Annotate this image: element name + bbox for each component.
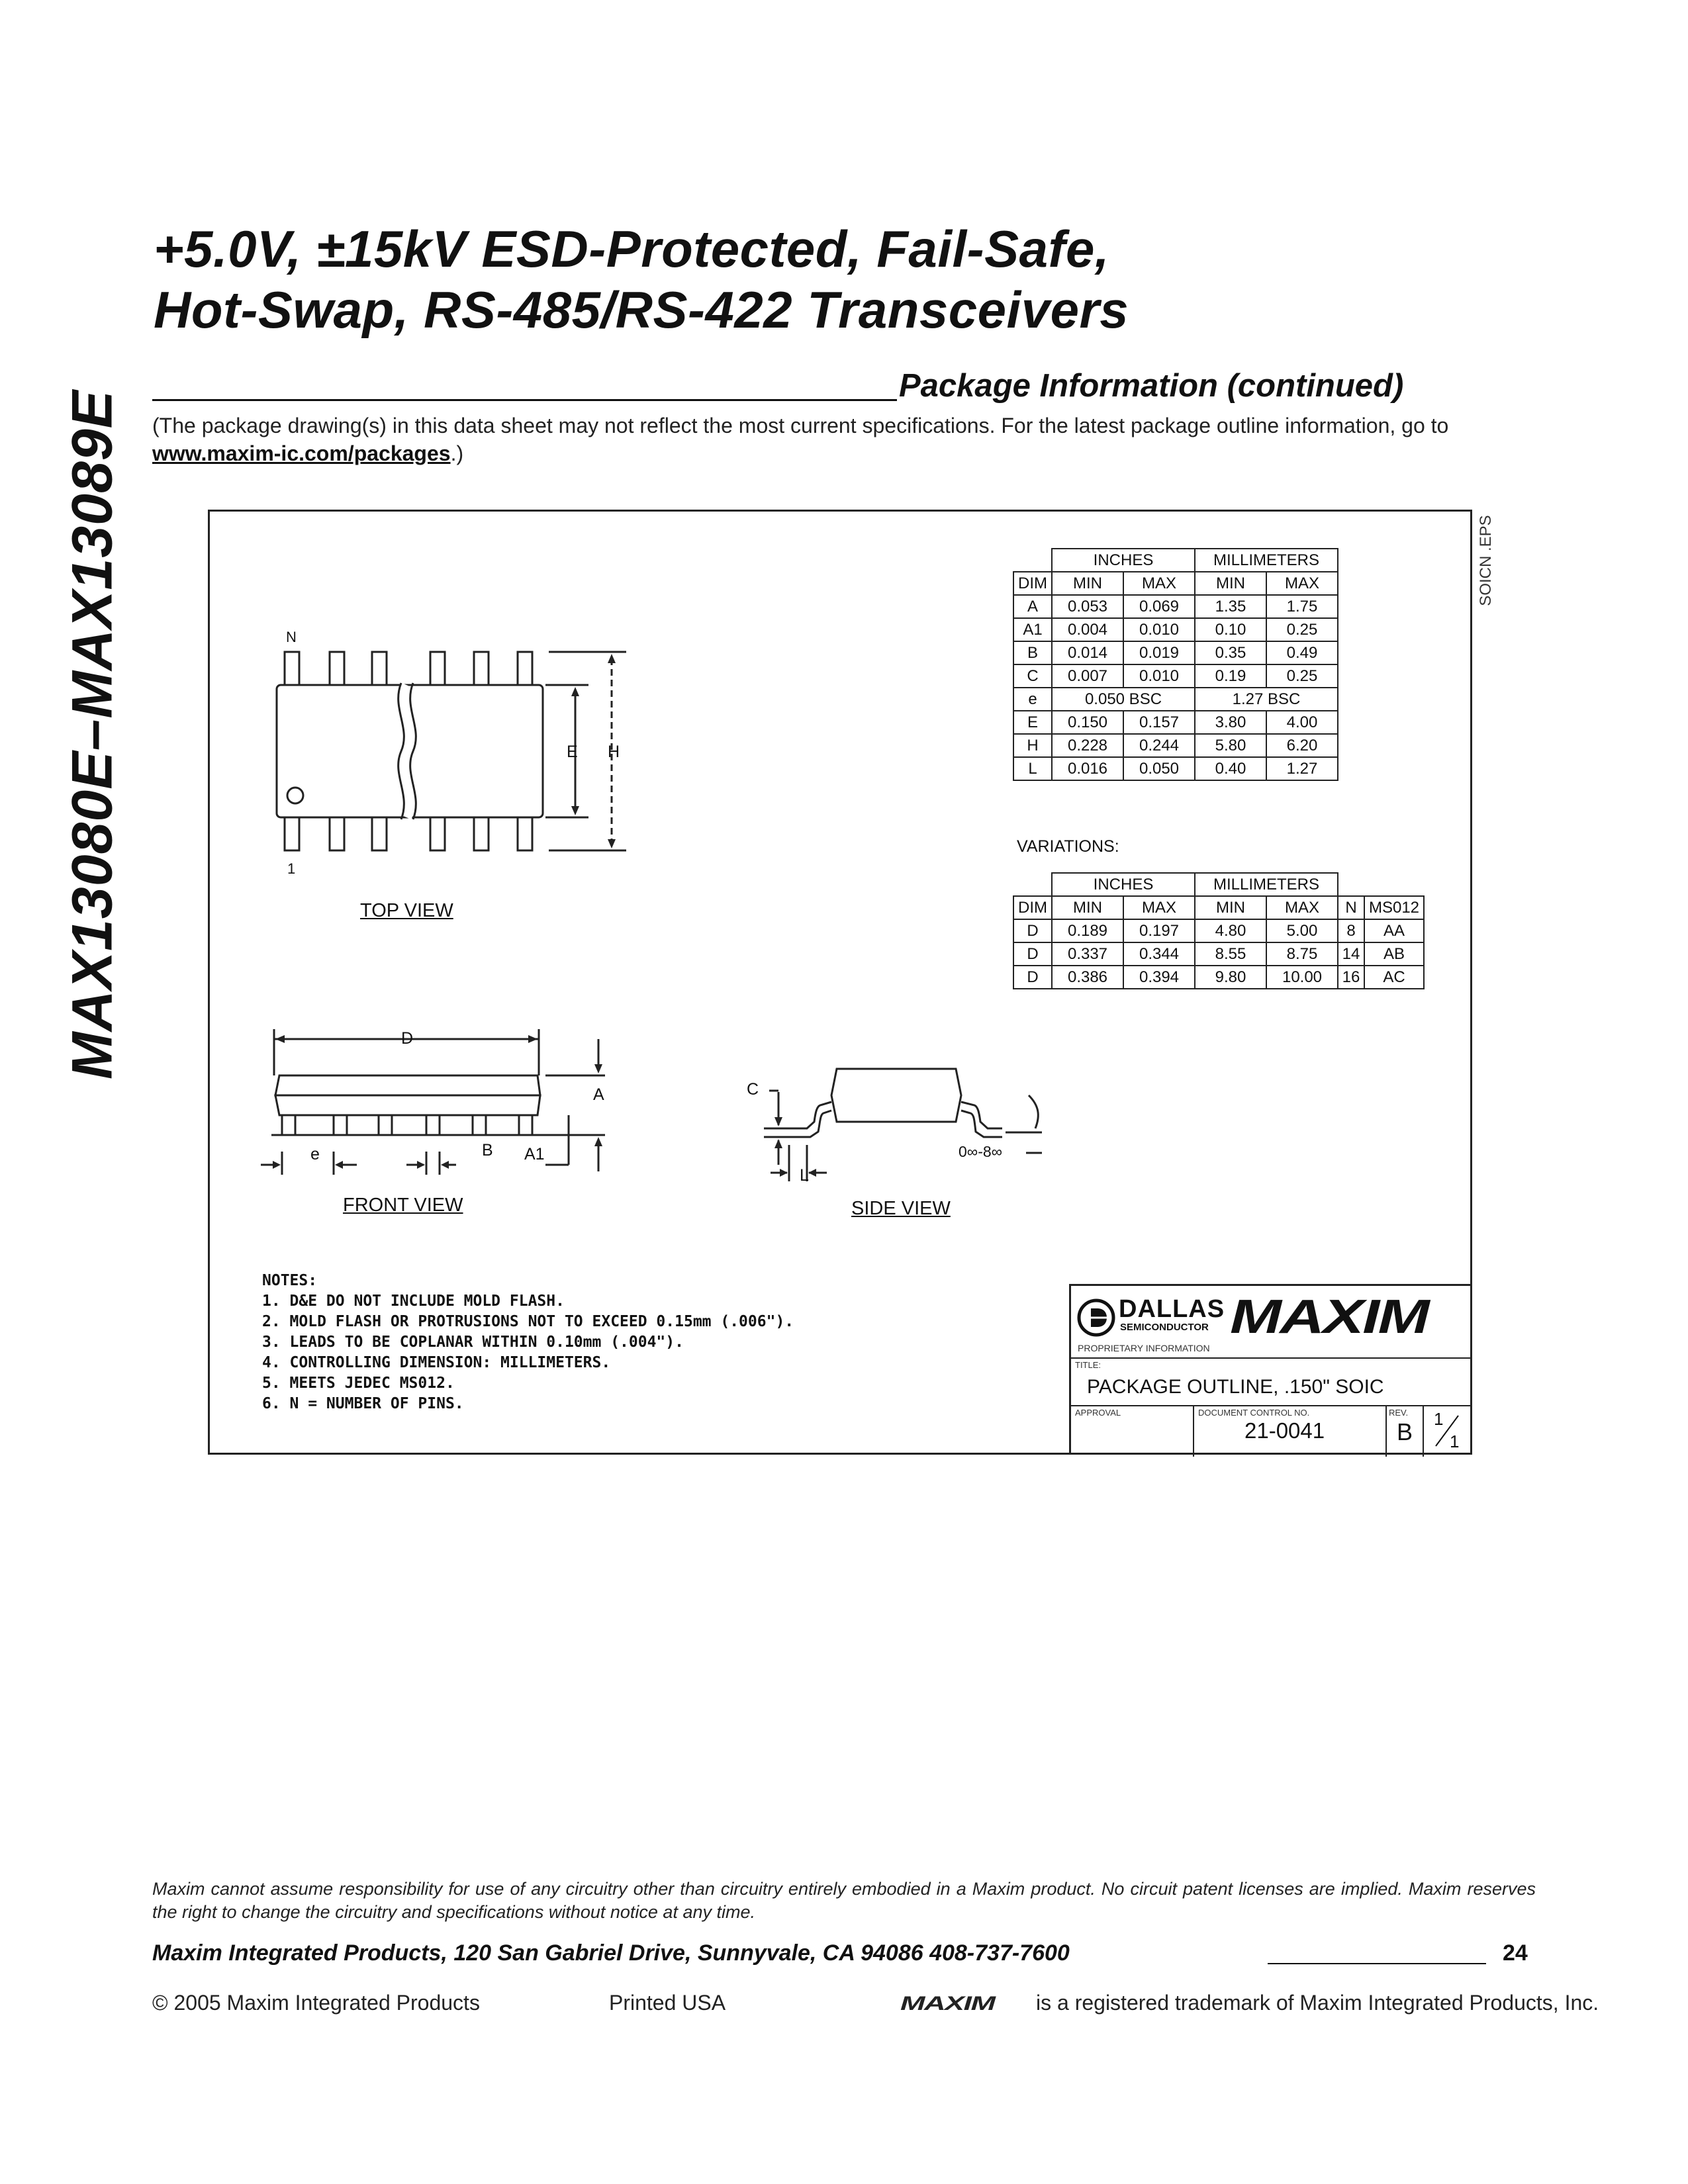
table-cell: L <box>1013 757 1052 780</box>
table-cell: 0.35 <box>1195 641 1266 664</box>
table-cell: 0.069 <box>1123 595 1195 618</box>
table-cell: 4.00 <box>1266 711 1338 734</box>
sheet-total: 1 <box>1450 1432 1460 1451</box>
table-row <box>1013 942 1424 966</box>
note-item: 6. N = NUMBER OF PINS. <box>262 1395 464 1412</box>
table-header-row <box>1013 896 1424 919</box>
empty-cell <box>1364 873 1424 896</box>
title-block-col-divider <box>1193 1405 1194 1457</box>
section-heading: Package Information (continued) <box>899 368 1404 404</box>
side-view-left-lead <box>789 1102 831 1128</box>
table-row <box>1013 757 1338 780</box>
table-cell: 0.019 <box>1123 641 1195 664</box>
dim-a1-label: A1 <box>524 1145 545 1163</box>
dim-lead-pitch-label: e <box>310 1145 320 1163</box>
table-cell: 14 <box>1338 942 1364 966</box>
column-header: DIM <box>1013 896 1052 919</box>
semiconductor-text: SEMICONDUCTOR <box>1120 1322 1209 1333</box>
top-pin <box>518 652 532 685</box>
table-cell: AA <box>1364 919 1424 942</box>
column-header: MIN <box>1052 572 1123 595</box>
note-item: 1. D&E DO NOT INCLUDE MOLD FLASH. <box>262 1293 565 1310</box>
title-field-label: TITLE: <box>1075 1360 1102 1370</box>
revision-value: B <box>1397 1418 1413 1445</box>
column-header: MIN <box>1195 572 1266 595</box>
table-cell: 0.25 <box>1266 664 1338 688</box>
table-cell: 0.050 <box>1123 757 1195 780</box>
table-cell: 0.244 <box>1123 734 1195 757</box>
table-group-row <box>1013 873 1424 896</box>
table-cell: 0.050 BSC <box>1052 688 1195 711</box>
table-cell: 3.80 <box>1195 711 1266 734</box>
table-cell: e <box>1013 688 1052 711</box>
table-cell: AB <box>1364 942 1424 966</box>
table-row <box>1013 711 1338 734</box>
table-cell: E <box>1013 711 1052 734</box>
table-cell: 0.10 <box>1195 618 1266 641</box>
table-cell: 0.337 <box>1052 942 1123 966</box>
pin-1-label: 1 <box>287 860 296 877</box>
table-cell: 0.40 <box>1195 757 1266 780</box>
table-cell: 9.80 <box>1195 966 1266 989</box>
table-row <box>1013 641 1338 664</box>
table-cell: 0.19 <box>1195 664 1266 688</box>
bottom-pin <box>372 817 387 850</box>
side-view-body <box>831 1069 961 1122</box>
table-cell: 0.25 <box>1266 618 1338 641</box>
table-cell: 0.010 <box>1123 664 1195 688</box>
table-cell: A <box>1013 595 1052 618</box>
revision-label: REV. <box>1389 1408 1409 1418</box>
column-header: MIN <box>1052 896 1123 919</box>
company-address: Maxim Integrated Products, 120 San Gabriel Drive, Sunnyvale, CA 94086 408-737-7600 <box>152 1940 1070 1966</box>
inches-group-header: INCHES <box>1052 549 1195 572</box>
variations-table <box>1013 872 1425 989</box>
table-cell: 8 <box>1338 919 1364 942</box>
dim-e-label: E <box>567 743 578 761</box>
top-pin <box>285 652 299 685</box>
note-item: 4. CONTROLLING DIMENSION: MILLIMETERS. <box>262 1354 611 1371</box>
footer-rule <box>1268 1963 1486 1964</box>
dim-h-label: H <box>608 743 620 761</box>
mm-group-header: MILLIMETERS <box>1195 873 1338 896</box>
dim-c-label: C <box>747 1080 759 1099</box>
table-cell: 10.00 <box>1266 966 1338 989</box>
table-cell: A1 <box>1013 618 1052 641</box>
table-cell: 5.80 <box>1195 734 1266 757</box>
document-control-label: DOCUMENT CONTROL NO. <box>1198 1408 1310 1418</box>
table-row <box>1013 688 1338 711</box>
document-number: 21-0041 <box>1244 1418 1325 1443</box>
table-cell: 0.394 <box>1123 966 1195 989</box>
table-cell: 16 <box>1338 966 1364 989</box>
note-item: 5. MEETS JEDEC MS012. <box>262 1375 455 1392</box>
column-header: MAX <box>1123 572 1195 595</box>
side-view-right-lead <box>961 1102 1002 1128</box>
eps-label-text: SOICN .EPS <box>1477 515 1495 606</box>
title-block-divider <box>1071 1405 1472 1406</box>
table-cell: 0.010 <box>1123 618 1195 641</box>
trademark-text: is a registered trademark of Maxim Integrated Products, Inc. <box>1036 1991 1599 2015</box>
eps-label <box>1470 511 1503 610</box>
top-pin <box>372 652 387 685</box>
table-cell: 0.197 <box>1123 919 1195 942</box>
table-cell: 8.55 <box>1195 942 1266 966</box>
sheet-number: 1 <box>1434 1409 1444 1429</box>
dim-b-label: B <box>482 1141 493 1160</box>
column-header: DIM <box>1013 572 1052 595</box>
empty-cell <box>1338 873 1364 896</box>
empty-cell <box>1013 873 1052 896</box>
top-pin <box>330 652 344 685</box>
notes-heading: NOTES: <box>262 1272 318 1289</box>
table-cell: 5.00 <box>1266 919 1338 942</box>
section-intro <box>152 412 1536 467</box>
table-cell: H <box>1013 734 1052 757</box>
side-view-label: SIDE VIEW <box>851 1198 951 1219</box>
pin1-dot <box>287 788 303 803</box>
top-pin <box>430 652 445 685</box>
table-cell: 8.75 <box>1266 942 1338 966</box>
table-cell: 0.007 <box>1052 664 1123 688</box>
title-block-logos <box>1071 1286 1472 1345</box>
title-block-divider <box>1071 1357 1472 1359</box>
table-cell: 0.016 <box>1052 757 1123 780</box>
table-cell: 1.27 <box>1266 757 1338 780</box>
table-cell: 0.49 <box>1266 641 1338 664</box>
top-view-label: TOP VIEW <box>360 900 453 921</box>
front-view-label: FRONT VIEW <box>343 1195 463 1216</box>
dim-l-label: L <box>800 1166 809 1185</box>
bottom-pin <box>518 817 532 850</box>
table-header-row <box>1013 572 1338 595</box>
table-cell: 0.386 <box>1052 966 1123 989</box>
bottom-pin <box>430 817 445 850</box>
table-row <box>1013 618 1338 641</box>
table-group-row <box>1013 549 1338 572</box>
note-item: 3. LEADS TO BE COPLANAR WITHIN 0.10mm (.004"). <box>262 1334 684 1351</box>
title-block <box>1069 1284 1472 1455</box>
intro-text: (The package drawing(s) in this data sheet may not reflect the most current specifications. For the latest package outline information, go to <box>152 414 1449 437</box>
printed-usa: Printed USA <box>609 1991 726 2015</box>
table-cell: D <box>1013 919 1052 942</box>
table-cell: D <box>1013 942 1052 966</box>
table-cell: D <box>1013 966 1052 989</box>
approval-label: APPROVAL <box>1075 1408 1121 1418</box>
maxim-logo: MAXIM <box>1230 1291 1428 1343</box>
table-row <box>1013 966 1424 989</box>
table-cell: 0.004 <box>1052 618 1123 641</box>
mm-group-header: MILLIMETERS <box>1195 549 1338 572</box>
table-cell: 0.014 <box>1052 641 1123 664</box>
side-part-number-text: MAX13080E–MAX13089E <box>60 389 124 1080</box>
column-header: N <box>1338 896 1364 919</box>
copyright: © 2005 Maxim Integrated Products <box>152 1991 480 2015</box>
table-cell: 0.157 <box>1123 711 1195 734</box>
table-cell: 0.228 <box>1052 734 1123 757</box>
title-block-col-divider <box>1385 1405 1387 1457</box>
title-line-2: Hot-Swap, RS-485/RS-422 Transceivers <box>154 281 1129 339</box>
dallas-logo-icon <box>1076 1298 1116 1338</box>
table-cell: 1.35 <box>1195 595 1266 618</box>
pin-n-label: N <box>286 629 297 645</box>
packages-link[interactable]: www.maxim-ic.com/packages <box>152 441 451 465</box>
table-cell: 0.344 <box>1123 942 1195 966</box>
bottom-pin <box>285 817 299 850</box>
table-cell: 0.189 <box>1052 919 1123 942</box>
column-header: MIN <box>1195 896 1266 919</box>
column-header: MS012 <box>1364 896 1424 919</box>
table-row <box>1013 919 1424 942</box>
page-title <box>154 218 1129 340</box>
table-cell: C <box>1013 664 1052 688</box>
table-cell: 0.053 <box>1052 595 1123 618</box>
page-number: 24 <box>1503 1940 1528 1966</box>
note-item: 2. MOLD FLASH OR PROTRUSIONS NOT TO EXCEED 0.15mm (.006"). <box>262 1313 794 1330</box>
table-row <box>1013 595 1338 618</box>
package-outline-title: PACKAGE OUTLINE, .150" SOIC <box>1087 1376 1384 1398</box>
bottom-pin <box>474 817 489 850</box>
legal-disclaimer: Maxim cannot assume responsibility for use of any circuitry other than circuitry entirely embodied in a Maxim product. No circuit patent licenses are implied. Maxim reserves the right to change the circuitry and specifications without notice at any time. <box>152 1879 1536 1922</box>
empty-cell <box>1013 549 1052 572</box>
side-view-left-lead-inner <box>789 1111 831 1137</box>
dim-d-label: D <box>401 1029 414 1048</box>
table-cell: 1.75 <box>1266 595 1338 618</box>
table-row <box>1013 734 1338 757</box>
dallas-logo-text: DALLAS <box>1119 1295 1225 1323</box>
column-header: MAX <box>1123 896 1195 919</box>
column-header: MAX <box>1266 572 1338 595</box>
table-cell: 4.80 <box>1195 919 1266 942</box>
top-pin <box>474 652 489 685</box>
drawing-notes <box>262 1271 794 1414</box>
inches-group-header: INCHES <box>1052 873 1195 896</box>
column-header: MAX <box>1266 896 1338 919</box>
table-cell: 1.27 BSC <box>1195 688 1338 711</box>
front-view-lower-body <box>275 1095 540 1115</box>
table-cell: AC <box>1364 966 1424 989</box>
proprietary-label: PROPRIETARY INFORMATION <box>1078 1343 1210 1353</box>
variations-label: VARIATIONS: <box>1017 837 1119 856</box>
table-row <box>1013 664 1338 688</box>
title-block-col-divider <box>1423 1405 1424 1457</box>
intro-end: .) <box>450 441 464 465</box>
side-part-number <box>60 371 126 1099</box>
angle-label: 0∞-8∞ <box>959 1143 1003 1160</box>
dimension-table <box>1013 548 1338 781</box>
dim-a-label: A <box>593 1085 604 1104</box>
bottom-pin <box>330 817 344 850</box>
table-cell: 0.150 <box>1052 711 1123 734</box>
title-line-1: +5.0V, ±15kV ESD-Protected, Fail-Safe, <box>154 220 1110 278</box>
front-view-upper-body <box>275 1075 540 1095</box>
table-cell: 6.20 <box>1266 734 1338 757</box>
table-cell: B <box>1013 641 1052 664</box>
trademark-line <box>900 1991 1599 2015</box>
section-rule <box>152 399 897 401</box>
maxim-trademark-logo: MAXIM <box>900 1993 995 2015</box>
